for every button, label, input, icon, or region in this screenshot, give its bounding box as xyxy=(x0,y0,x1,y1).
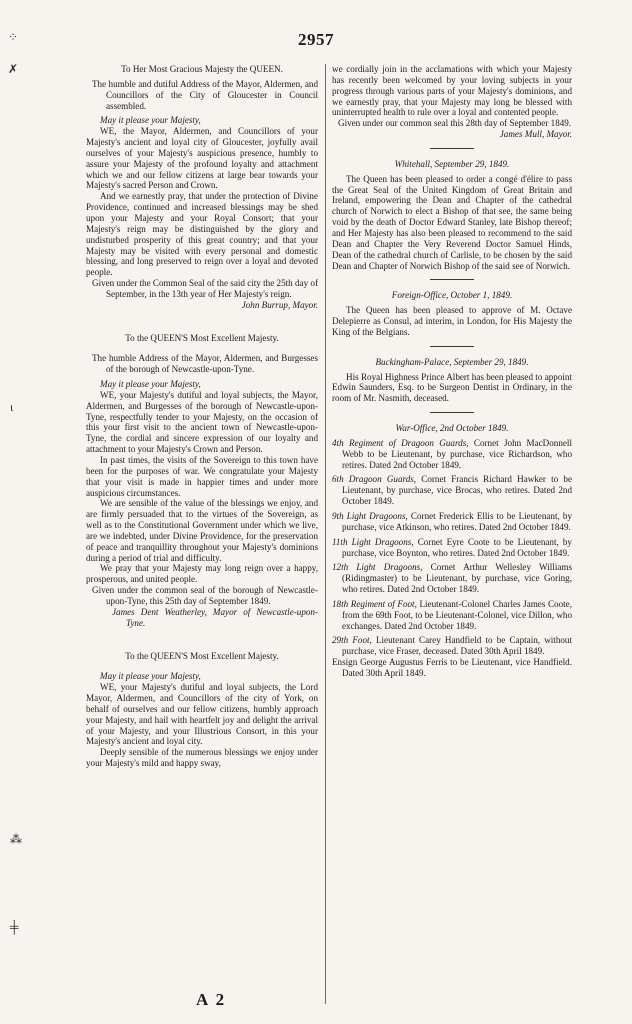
entry-text: Cornet Eyre Coote to be Lieutenant, by purchase, vice Boynton, who retires. Dated 2nd October 1849. xyxy=(342,536,572,558)
york-given: Given under our common seal this 28th day of September 1849. xyxy=(338,118,572,129)
foreign-office-dateline: Foreign-Office, October 1, 1849. xyxy=(391,290,513,301)
entry-text: Cornet Arthur Wellesley Williams (Ridingmaster) to be Lieutenant, by purchase, vice Goring, who retires. Dated 2nd October 1849. xyxy=(342,562,573,595)
newcastle-signature: James Dent Weatherley, Mayor of Newcastle-upon-Tyne. xyxy=(112,606,318,628)
margin-mark: ╪ xyxy=(10,920,19,934)
newcastle-intro: The humble Address of the Mayor, Aldermen, and Burgesses of the borough of Newcastle-upon-Tyne. xyxy=(92,353,318,375)
newcastle-paragraph: In past times, the visits of the Sovereign to this town have been for the purposes of war. We congratulate your Majesty that your visit is made in happier times and under more auspicious circumstances. xyxy=(86,455,318,498)
entry-unit: 11th Light Dragoons, xyxy=(332,536,414,547)
war-office-entry xyxy=(332,599,572,632)
war-office-entry xyxy=(332,635,572,657)
entry-unit: 9th Light Dragoons, xyxy=(332,511,408,521)
entry-unit: 4th Regiment of Dragoon Guards, xyxy=(332,437,469,448)
gloucester-paragraph: WE, the Mayor, Aldermen, and Councillors of your Majesty's ancient and loyal city of Gloucester, joyfully avail ourselves of your Majesty's auspicious presence, humbly to assure your Majesty of the profound loyalty and attachment which we and our fellow citizens at large bear towards your Majesty's sacred Person and Crown. xyxy=(86,126,318,191)
war-office-entry xyxy=(332,438,572,471)
newcastle-paragraph: WE, your Majesty's dutiful and loyal subjects, the Mayor, Aldermen, and Burgesses of the borough of Newcastle-upon-Tyne, respectfully tender to your Majesty, on the occasion of this your first visit to the ancient town of Newcastle-upon-Tyne, the cordial and sincere expression of our loyalty and attachment to your Majesty's Crown and Person. xyxy=(86,389,318,455)
york-heading: To the QUEEN'S Most Excellent Majesty. xyxy=(125,650,279,661)
entry-text: Cornet Francis Richard Hawker to be Lieutenant, by purchase, vice Brocas, who retires. Dated 2nd October 1849. xyxy=(342,474,572,507)
buckingham-dateline: Buckingham-Palace, September 29, 1849. xyxy=(375,356,529,367)
entry-text: Lieutenant Carey Handfield to be Captain, without purchase, vice Fraser, deceased. Dated 30th April 1849. xyxy=(342,635,573,657)
entry-text: Cornet Frederick Ellis to be Lieutenant, by purchase, vice Atkinson, who retires. Dated 2nd October 1849. xyxy=(342,511,572,532)
section-rule xyxy=(430,279,474,280)
war-office-entry: Ensign George Augustus Ferris to be Lieutenant, vice Handfield. Dated 30th April 1849. xyxy=(332,657,572,678)
gloucester-salutation: May it please your Majesty, xyxy=(100,115,201,126)
war-office-dateline: War-Office, 2nd October 1849. xyxy=(395,423,509,434)
entry-text: Lieutenant-Colonel Charles James Coote, from the 69th Foot, to be Lieutenant-Colonel, vice Dillon, who exchanges. Dated 2nd October 1849. xyxy=(342,598,572,631)
york-signature: James Mull, Mayor. xyxy=(499,129,572,140)
signature-mark: A 2 xyxy=(196,990,227,1009)
gloucester-given: Given under the Common Seal of the said city the 25th day of September, in the 13th year of Her Majesty's reign. xyxy=(92,278,318,299)
margin-mark: ✗ xyxy=(8,62,19,76)
war-office-entry xyxy=(332,537,572,559)
foreign-office-notice: The Queen has been pleased to approve of M. Octave Delepierre as Consul, ad interim, in London, for His Majesty the King of the Belgians. xyxy=(332,305,572,337)
york-paragraph: WE, your Majesty's dutiful and loyal subjects, the Lord Mayor, Aldermen, and Councillors of the city of York, on behalf of ourselves and our fellow citizens, humbly approach your Majesty, and hail with heartfelt joy and delight the arrival of your Majesty, and your Illustrious Consort, in this your Majesty's ancient and loyal city. xyxy=(86,682,318,747)
whitehall-dateline: Whitehall, September 29, 1849. xyxy=(394,158,510,169)
page-number: 2957 xyxy=(298,30,334,49)
column-divider xyxy=(325,64,326,1004)
margin-mark: ⁂ xyxy=(10,832,22,846)
war-office-entry xyxy=(332,562,572,595)
entry-unit: 6th Dragoon Guards, xyxy=(332,474,417,485)
whitehall-notice: The Queen has been pleased to order a congé d'élire to pass the Great Seal of the United Kingdom of Great Britain and Ireland, empowering the Dean and Chapter of the cathedral church of Norwich to elect a Bishop of that see, the same being void by the death of Doctor Edward Stanley, late Bishop thereof; and Her Majesty has also been pleased to recommend to the said Dean and Chapter the Very Reverend Doctor Samuel Hinds, Dean of the cathedral church of Carlisle, to be chosen by the said Dean and Chapter of Norwich Bishop of the said see of Norwich. xyxy=(332,173,572,271)
gloucester-signature: John Burrup, Mayor. xyxy=(241,299,318,310)
entry-text: Cornet John MacDonnell Webb to be Lieutenant, by purchase, vice Richardson, who retires. Dated 2nd October 1849. xyxy=(342,437,572,470)
entry-unit: 29th Foot, xyxy=(332,635,372,646)
war-office-entry xyxy=(332,474,572,507)
gloucester-paragraph: And we earnestly pray, that under the protection of Divine Providence, continued and increased blessings may be shed upon your Majesty and your Royal Consort; that your Majesty's reign may be distinguished by the glory and undisturbed prosperity of this great country; and that your Majesty may be visited with every personal and domestic blessing, and long preserved to reign over a loyal and devoted people. xyxy=(86,191,318,278)
newcastle-heading: To the QUEEN'S Most Excellent Majesty. xyxy=(125,332,279,343)
newcastle-given: Given under the common seal of the borough of Newcastle-upon-Tyne, this 25th day of September 1849. xyxy=(92,585,318,606)
margin-mark: ⁘ xyxy=(8,30,19,44)
newcastle-salutation: May it please your Majesty, xyxy=(100,379,201,390)
section-rule xyxy=(430,412,474,413)
newcastle-paragraph: We are sensible of the value of the blessings we enjoy, and are firmly persuaded that to the virtues of the Sovereign, as well as to the Constitutional Government under which we live, are we indebted, under Divine Providence, for the preservation of peace and tranquillity throughout your Majesty's dominions during a period of trial and difficulty. xyxy=(86,498,318,563)
margin-mark: ɩ xyxy=(10,400,14,414)
gloucester-heading: To Her Most Gracious Majesty the QUEEN. xyxy=(121,64,283,74)
section-rule xyxy=(430,346,474,347)
war-office-entry xyxy=(332,511,572,533)
entry-unit: 12th Light Dragoons, xyxy=(332,562,423,573)
york-paragraph: Deeply sensible of the numerous blessings we enjoy under your Majesty's mild and happy sway, xyxy=(86,747,318,769)
york-continuation: we cordially join in the acclamations with which your Majesty has recently been welcomed by your loving subjects in your progress through various parts of your Majesty's dominions, and we earnestly pray, that your Majesty may long be blessed with uninterrupted health to rule over a loyal and contented people. xyxy=(332,64,572,118)
section-rule xyxy=(430,148,474,149)
gloucester-intro: The humble and dutiful Address of the Mayor, Aldermen, and Councillors of the City of Gloucester in Council assembled. xyxy=(92,78,318,111)
left-column xyxy=(86,64,318,769)
entry-unit: 18th Regiment of Foot, xyxy=(332,598,417,609)
buckingham-notice: His Royal Highness Prince Albert has been pleased to appoint Edwin Saunders, Esq. to be Surgeon Dentist in Ordinary, in the room of Mr. Nasmith, deceased. xyxy=(332,371,572,404)
right-column xyxy=(332,64,572,679)
york-salutation: May it please your Majesty, xyxy=(100,671,201,682)
newcastle-paragraph: We pray that your Majesty may long reign over a happy, prosperous, and united people. xyxy=(86,563,318,585)
